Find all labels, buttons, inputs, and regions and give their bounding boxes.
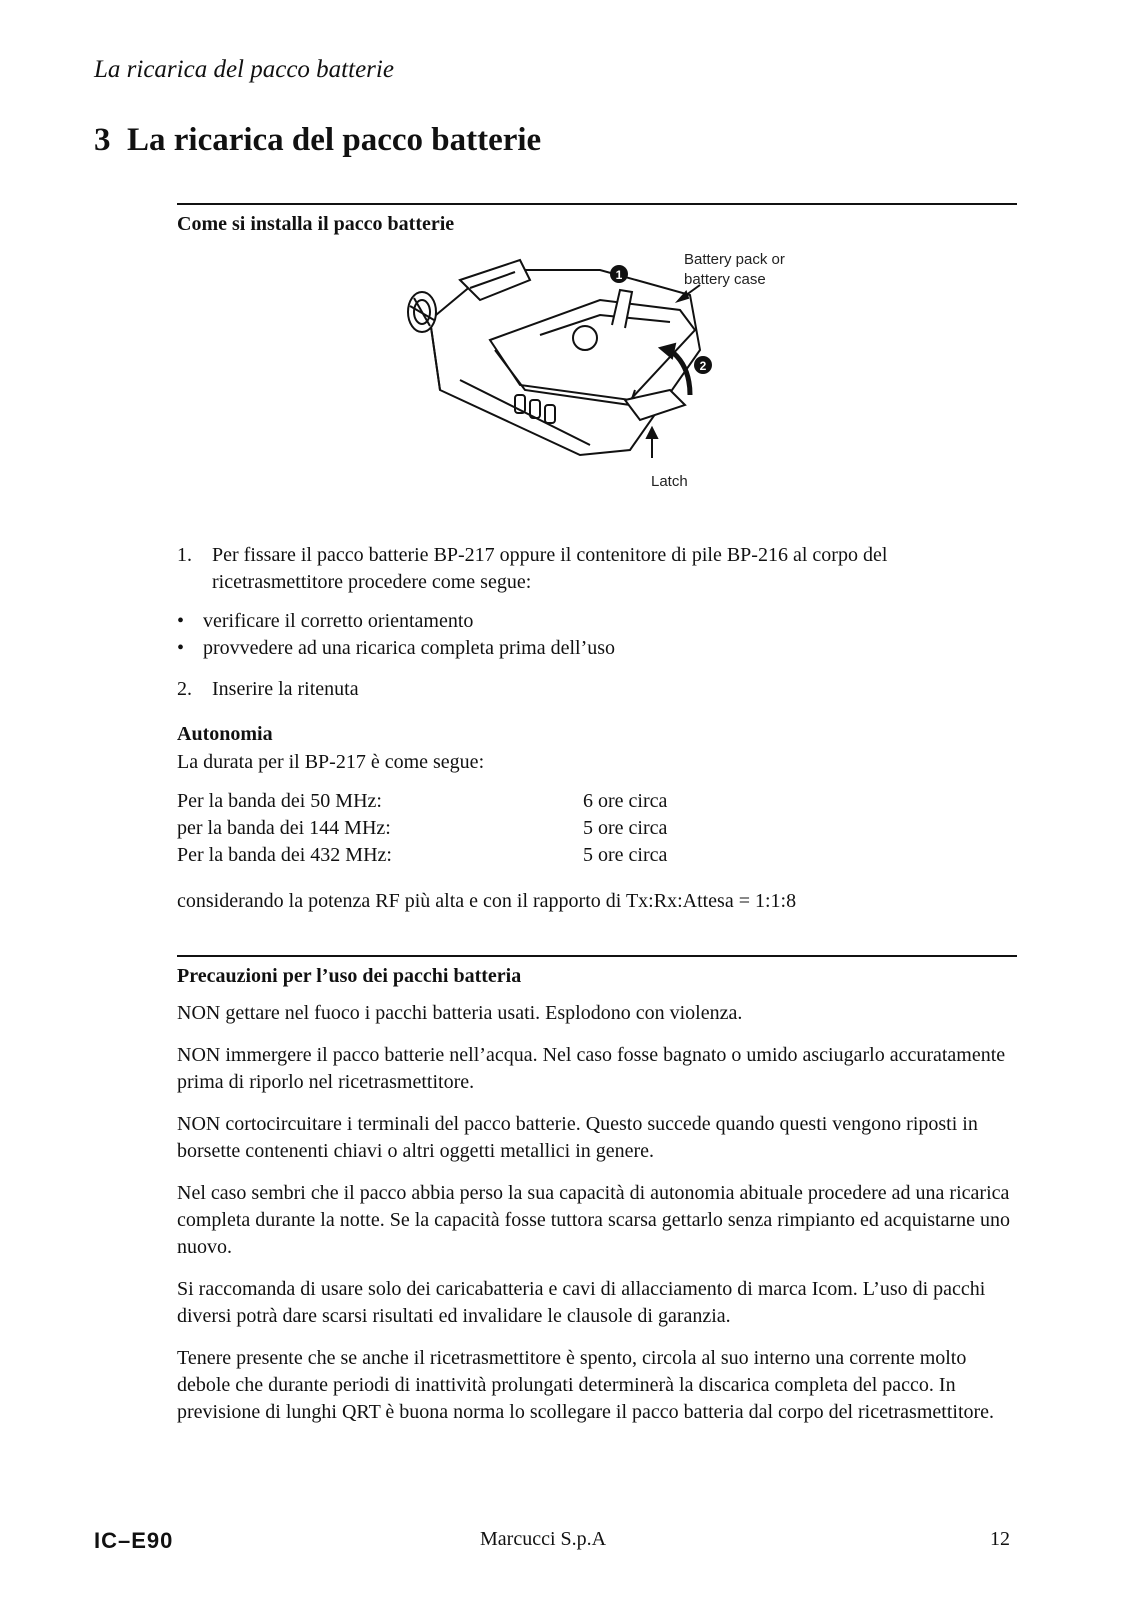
footer-page-number: 12 <box>990 1528 1010 1550</box>
battery-install-figure <box>400 240 840 500</box>
latch-label: Latch <box>651 473 688 490</box>
band-label: Per la banda dei 50 MHz: <box>177 790 382 812</box>
band-duration: 5 ore circa <box>583 817 668 839</box>
step-1-marker: 1 <box>615 268 623 282</box>
step-2-marker: 2 <box>699 359 707 373</box>
battery-pack-label-line2: battery case <box>684 271 766 288</box>
footer-model-name: IC–E90 <box>94 1528 174 1553</box>
autonomy-intro: La durata per il BP-217 è come segue: <box>177 751 485 773</box>
precaution-paragraph: NON cortocircuitare i terminali del pacco batterie. Questo succede quando questi vengono riposti in borsette contenenti chiavi o altri oggetti metallici in genere. <box>177 1113 978 1162</box>
precautions-heading: Precauzioni per l’uso dei pacchi batteria <box>177 965 522 987</box>
autonomy-row <box>177 844 777 871</box>
bullet-text: provvedere ad una ricarica completa prima dell’uso <box>203 637 616 659</box>
chapter-title-text: La ricarica del pacco batterie <box>127 122 542 158</box>
precaution-paragraph: Tenere presente che se anche il ricetrasmettitore è spento, circola al suo interno una corrente molto debole che durante periodi di inattività prolungati determinerà la discarica completa del pacco. In previsione di lunghi QRT è buona norma lo scollegare il pacco batteria dal corpo del ricetrasmettitore. <box>177 1347 995 1423</box>
precaution-paragraph: NON immergere il pacco batterie nell’acqua. Nel caso fosse bagnato o umido asciugarlo accuratamente prima di riporlo nel ricetrasmettitore. <box>177 1044 1006 1093</box>
autonomy-heading: Autonomia <box>177 723 273 745</box>
autonomy-note: considerando la potenza RF più alta e con il rapporto di Tx:Rx:Attesa = 1:1:8 <box>177 890 797 912</box>
install-heading: Come si installa il pacco batterie <box>177 213 455 235</box>
chapter-title <box>94 122 541 159</box>
step-1-text-line2: ricetrasmettitore procedere come segue: <box>212 571 532 593</box>
band-duration: 6 ore circa <box>583 790 668 812</box>
band-duration: 5 ore circa <box>583 844 668 866</box>
bullet-text: verificare il corretto orientamento <box>203 610 474 632</box>
precaution-paragraph: Si raccomanda di usare solo dei caricabatteria e cavi di allacciamento di marca Icom. L’uso di pacchi diversi potrà dare scarsi risultati ed invalidare le clausole di garanzia. <box>177 1278 986 1327</box>
autonomy-row <box>177 817 777 844</box>
chapter-number: 3 <box>94 122 111 158</box>
band-label: Per la banda dei 432 MHz: <box>177 844 392 866</box>
section-divider <box>177 203 1017 205</box>
step-2-text: Inserire la ritenuta <box>212 678 359 700</box>
section-divider <box>177 955 1017 957</box>
bullet-dot: • <box>177 610 185 632</box>
bullet-list-item <box>177 608 474 635</box>
band-label: per la banda dei 144 MHz: <box>177 817 391 839</box>
footer-publisher: Marcucci S.p.A <box>480 1528 607 1550</box>
battery-pack-label-line1: Battery pack or <box>684 251 785 268</box>
step-2-number: 2. <box>177 678 192 700</box>
precaution-paragraph: NON gettare nel fuoco i pacchi batteria usati. Esplodono con violenza. <box>177 1002 743 1024</box>
precaution-paragraph: Nel caso sembri che il pacco abbia perso la sua capacità di autonomia abituale procedere ad una ricarica completa durante la notte. Se la capacità fosse tuttora scarsa gettarlo senza rimpianto ed acquistarne uno nuovo. <box>177 1182 1010 1258</box>
step-1-text-line1: Per fissare il pacco batterie BP-217 oppure il contenitore di pile BP-216 al corpo del <box>212 544 888 566</box>
autonomy-row <box>177 790 777 817</box>
bullet-list-item <box>177 635 616 662</box>
running-header: La ricarica del pacco batterie <box>94 56 394 83</box>
bullet-dot: • <box>177 637 185 659</box>
radio-battery-illustration <box>400 240 840 500</box>
step-1-number: 1. <box>177 544 192 566</box>
